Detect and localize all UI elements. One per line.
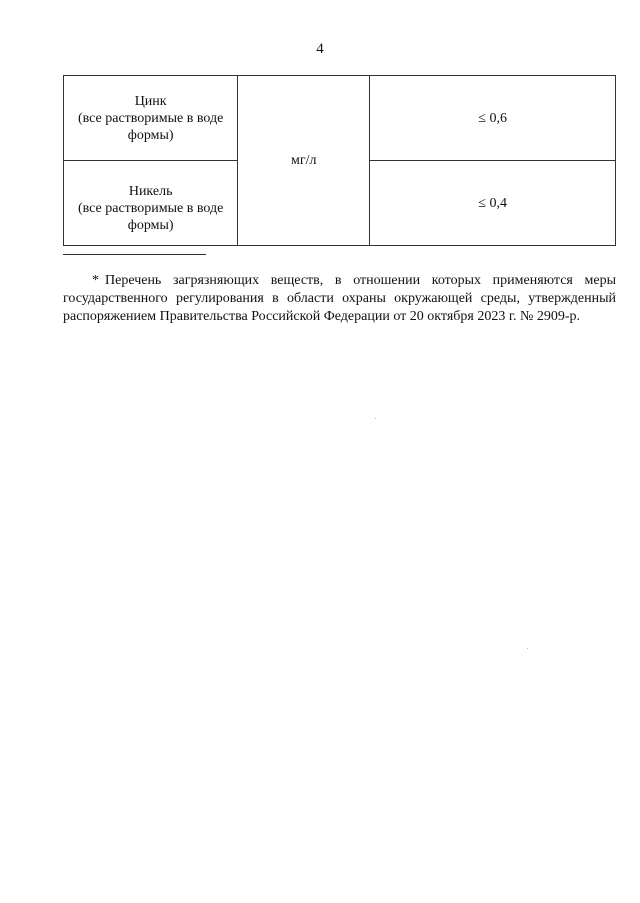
unit-cell [238, 76, 370, 246]
limits-table [63, 75, 616, 246]
table-row [64, 76, 616, 161]
scan-speck [375, 418, 376, 419]
scan-speck [527, 648, 528, 649]
substance-note: (все растворимые в воде формы) [77, 200, 224, 233]
substance-cell [64, 161, 238, 246]
unit-label: мг/л [291, 153, 317, 168]
substance-name: Цинк [134, 93, 167, 109]
value-cell [370, 76, 616, 161]
limit-value: ≤ 0,6 [478, 110, 507, 126]
value-cell [370, 161, 616, 246]
footnote-marker: * [92, 273, 99, 288]
substance-cell [64, 76, 238, 161]
substance-name: Никель [128, 183, 173, 199]
footnote [63, 272, 616, 326]
substance-note: (все растворимые в воде формы) [77, 110, 224, 143]
page-number: 4 [316, 41, 324, 57]
footnote-divider [63, 254, 206, 255]
limit-value: ≤ 0,4 [478, 195, 507, 211]
footnote-text: Перечень загрязняющих веществ, в отношении которых применяются меры государственного регулирования в области охраны окружающей среды, утвержденный распоряжением Правительства Российской Федерации от 20 октября 2023 г. № 2909-р. [63, 273, 616, 324]
